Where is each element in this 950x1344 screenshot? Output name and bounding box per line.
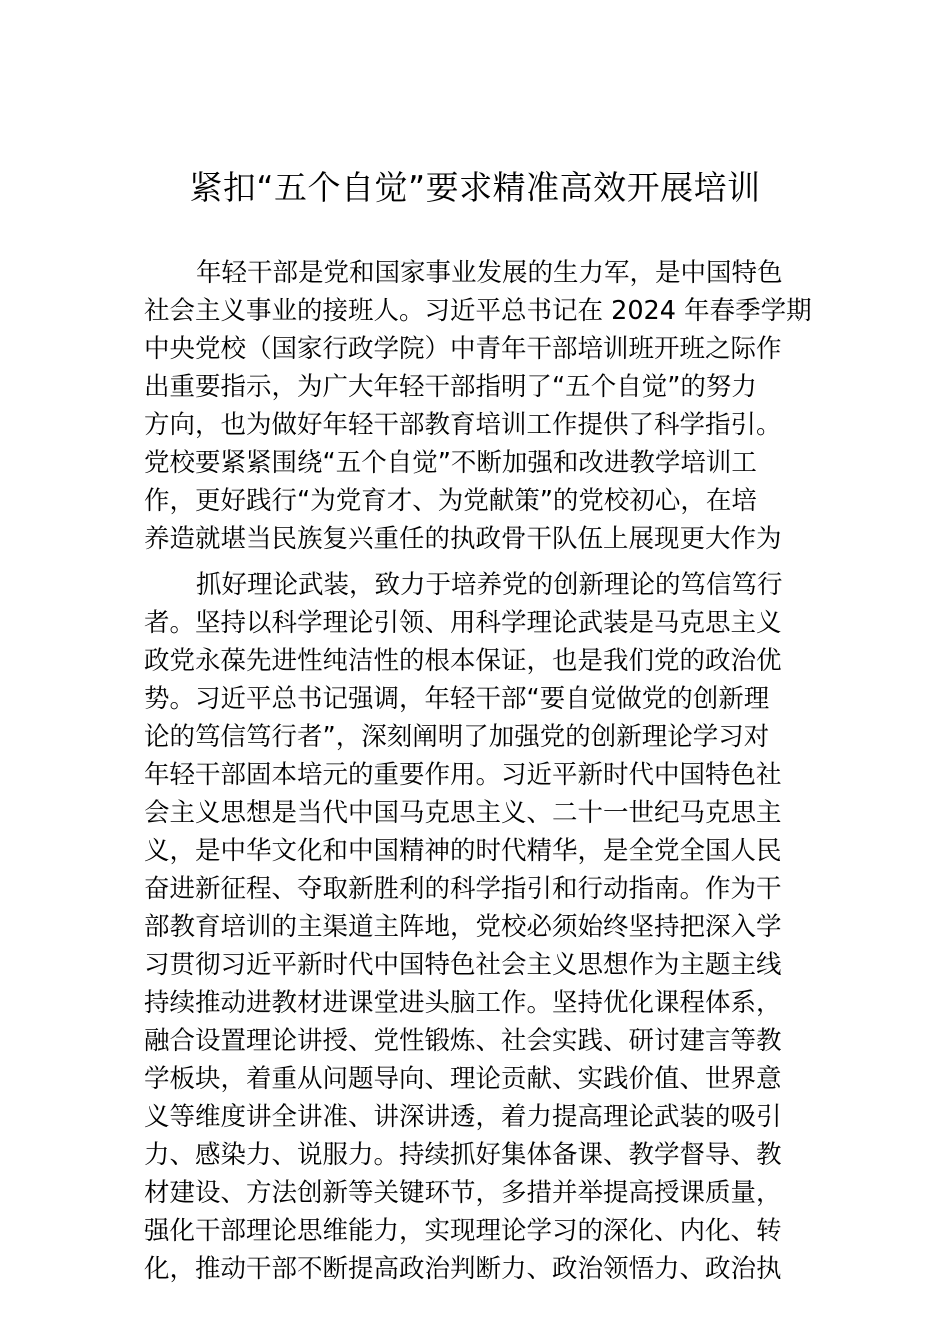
paragraph-line: 融合设置理论讲授、党性锻炼、社会实践、研讨建言等教 [144,1026,782,1056]
paragraph-line: 作，更好践行“为党育才、为党献策”的党校初心，在培 [144,486,757,516]
paragraph-line: 化，推动干部不断提高政治判断力、政治领悟力、政治执 [144,1254,782,1284]
paragraph-line: 义，是中华文化和中国精神的时代精华，是全党全国人民 [144,836,782,866]
paragraph-line: 习贯彻习近平新时代中国特色社会主义思想作为主题主线 [144,950,782,980]
paragraph-line: 会主义思想是当代中国马克思主义、二十一世纪马克思主 [144,798,782,828]
document-title: 紧扣“五个自觉”要求精准高效开展培训 [189,168,761,207]
paragraph-line: 方向，也为做好年轻干部教育培训工作提供了科学指引。 [144,410,782,440]
paragraph-line: 奋进新征程、夺取新胜利的科学指引和行动指南。作为干 [144,874,782,904]
paragraph-line: 党校要紧紧围绕“五个自觉”不断加强和改进教学培训工 [144,448,757,478]
paragraph-line: 养造就堪当民族复兴重任的执政骨干队伍上展现更大作为 [144,524,782,554]
paragraph-line: 抓好理论武装，致力于培养党的创新理论的笃信笃行 [196,570,783,600]
paragraph-line: 政党永葆先进性纯洁性的根本保证，也是我们党的政治优 [144,646,782,676]
paragraph-line: 部教育培训的主渠道主阵地，党校必须始终坚持把深入学 [144,912,782,942]
paragraph-line: 强化干部理论思维能力，实现理论学习的深化、内化、转 [144,1216,782,1246]
paragraph-line: 持续推动进教材进课堂进头脑工作。坚持优化课程体系， [144,988,782,1018]
paragraph-line: 年轻干部是党和国家事业发展的生力军，是中国特色 [196,258,783,288]
paragraph-line: 年轻干部固本培元的重要作用。习近平新时代中国特色社 [144,760,782,790]
paragraph-line: 出重要指示，为广大年轻干部指明了“五个自觉”的努力 [144,372,757,402]
paragraph-2 [144,566,808,1288]
paragraph-line: 社会主义事业的接班人。习近平总书记在 2024 年春季学期 [144,296,812,326]
paragraph-line: 势。习近平总书记强调，年轻干部“要自觉做党的创新理 [144,684,770,714]
paragraph-line: 论的笃信笃行者”，深刻阐明了加强党的创新理论学习对 [144,722,770,752]
paragraph-line: 中央党校（国家行政学院）中青年干部培训班开班之际作 [144,334,782,364]
paragraph-line: 力、感染力、说服力。持续抓好集体备课、教学督导、教 [144,1140,782,1170]
paragraph-line: 材建设、方法创新等关键环节，多措并举提高授课质量， [144,1178,782,1208]
paragraph-line: 学板块，着重从问题导向、理论贡献、实践价值、世界意 [144,1064,782,1094]
paragraph-line: 义等维度讲全讲准、讲深讲透，着力提高理论武装的吸引 [144,1102,782,1132]
paragraph-line: 者。坚持以科学理论引领、用科学理论武装是马克思主义 [144,608,782,638]
paragraph-1 [144,254,812,558]
